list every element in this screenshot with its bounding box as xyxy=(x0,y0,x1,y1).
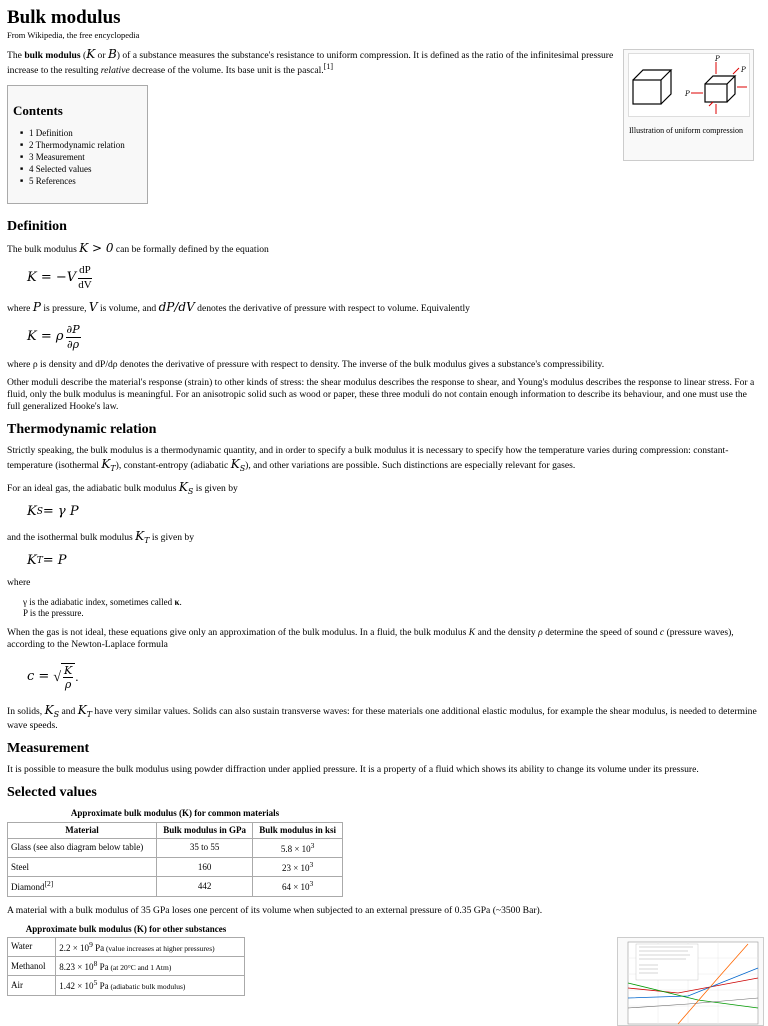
eq-rhs: = γ P xyxy=(42,504,79,520)
eq-k: K xyxy=(27,553,37,569)
value-unit: Pa xyxy=(97,981,109,992)
header-gpa: Bulk modulus in GPa xyxy=(157,822,253,838)
cell-ksi xyxy=(253,838,343,857)
equation-definition-volume xyxy=(7,262,762,294)
value-base: 1.42 × 10 xyxy=(59,981,94,992)
definition-p4: Other moduli describe the material's response (strain) to other kinds of stress: the shear modulus describes the response to shear, and Young's modulus describes the response to linear stress. For a fluid, only the bulk modulus is meaningful. For an anisotropic solid such as wood or paper, these three moduli do not contain enough information to describe its behaviour, and one must use the full generalized Hooke's law. xyxy=(7,377,755,413)
eq-sub: S xyxy=(36,506,43,517)
text: ), constant-entropy (adiabatic xyxy=(115,459,231,471)
glass-bulk-modulus-diagram[interactable] xyxy=(617,937,764,1026)
math-v: V xyxy=(88,300,98,315)
fraction xyxy=(66,323,81,352)
text: For an ideal gas, the adiabatic bulk modulus xyxy=(7,482,179,494)
math-sub: T xyxy=(144,535,150,545)
text: denotes the derivative of pressure with respect to volume. Equivalently xyxy=(194,303,470,315)
math-k: K xyxy=(135,528,145,543)
fraction xyxy=(61,663,75,693)
toc-item-definition[interactable]: ■ 1 Definition xyxy=(29,127,147,139)
intro-paragraph xyxy=(7,47,617,77)
intro-bold: bulk modulus xyxy=(24,49,81,61)
cell-value xyxy=(56,957,245,976)
eq-lhs: c = xyxy=(27,669,50,685)
text: (pressure waves), according to the Newton-Laplace formula xyxy=(7,627,734,651)
value-note: (at 20°C and 1 Atm) xyxy=(108,963,172,972)
value-base: 2.2 × 10 xyxy=(59,942,90,953)
intro-text: ) of a substance measures the substance's resistance to uniform compression. It is defined as the ratio of the infinitesimal pressure increase to the resulting xyxy=(7,49,614,76)
intro-text: or xyxy=(95,49,108,61)
eq-k: K xyxy=(27,504,37,520)
definition-p2 xyxy=(7,300,762,315)
math-k: K xyxy=(230,456,240,471)
math-p: P xyxy=(32,300,41,315)
table-row xyxy=(8,937,245,956)
value-note: (value increases at higher pressures) xyxy=(104,943,215,953)
denominator: ∂ρ xyxy=(66,337,80,351)
text: is pressure, xyxy=(40,303,89,315)
where-list xyxy=(23,597,762,619)
table-row xyxy=(8,957,245,976)
table-caption: Approximate bulk modulus (K) for common materials xyxy=(70,808,280,819)
table-header-row xyxy=(8,822,343,838)
cell-material: Steel xyxy=(8,858,157,877)
text: where xyxy=(7,303,33,315)
math-k: K xyxy=(44,703,54,718)
text: and the isothermal bulk modulus xyxy=(7,531,136,543)
intro-text: decrease of the volume. Its base unit is the pascal. xyxy=(129,64,324,76)
ksi-base: 64 × 10 xyxy=(281,882,310,893)
page-title: Bulk modulus xyxy=(7,7,121,28)
material-name: Diamond xyxy=(11,882,45,893)
numerator: ∂P xyxy=(66,323,80,337)
text: is given by xyxy=(193,482,238,494)
math-rho: ρ xyxy=(538,627,543,639)
intro-text: ( xyxy=(80,49,87,61)
toc-item-thermodynamic[interactable]: ■ 2 Thermodynamic relation xyxy=(29,139,147,151)
math-sub: S xyxy=(239,463,246,473)
text: The bulk modulus xyxy=(7,244,80,256)
numerator: dP xyxy=(78,264,92,279)
toc-list xyxy=(13,127,147,187)
math-sub: S xyxy=(53,710,60,720)
cell-gpa: 160 xyxy=(157,858,253,877)
heading-measurement: Measurement xyxy=(7,741,90,757)
intro-italic: relative xyxy=(100,64,130,76)
eq-lhs: K = −V xyxy=(27,270,77,286)
label-p: P xyxy=(740,66,746,74)
other-substances-table xyxy=(7,923,245,996)
eq-sub: T xyxy=(36,555,43,566)
thermo-where: where xyxy=(7,577,31,589)
selected-p1: A material with a bulk modulus of 35 GPa loses one percent of its volume when subjected to an external pressure of 0.35 GPa (~3500 Bar). xyxy=(7,904,543,916)
table-row xyxy=(8,838,343,857)
text: can be formally defined by the equation xyxy=(113,244,269,256)
math-k: K xyxy=(468,627,476,639)
text: and xyxy=(59,706,78,718)
thermo-p1 xyxy=(7,445,762,474)
equation-adiabatic xyxy=(7,503,762,523)
math-sub: S xyxy=(187,486,194,496)
symbol-b: B xyxy=(107,46,117,61)
label-p: P xyxy=(684,90,690,98)
heading-thermodynamic: Thermodynamic relation xyxy=(7,422,157,438)
text: ), and other variations are possible. Such distinctions are especially relevant for gases. xyxy=(245,459,576,471)
table-caption: Approximate bulk modulus (K) for other substances xyxy=(25,923,227,934)
label-p: P xyxy=(714,55,720,63)
text: In solids, xyxy=(7,706,45,718)
where-item-pressure: P is the pressure. xyxy=(23,608,84,619)
thermo-p2 xyxy=(7,480,762,497)
cube-compression-image xyxy=(628,53,750,117)
cell-ksi xyxy=(253,877,343,896)
text: γ is the adiabatic index, sometimes called xyxy=(23,597,175,608)
math-k-positive: K > 0 xyxy=(79,241,114,256)
value-note: (adiabatic bulk modulus) xyxy=(108,982,186,992)
cube-diagram xyxy=(629,54,749,116)
text: have very similar values. Solids can also sustain transverse waves: for these materials one additional elastic modulus, for example the shear modulus, is needed to determine wave speeds. xyxy=(7,706,757,732)
value-exp: 5 xyxy=(93,978,98,988)
math-k: K xyxy=(178,479,188,494)
cell-material: Methanol xyxy=(8,957,56,976)
reference-link[interactable]: [2] xyxy=(44,879,54,889)
fraction xyxy=(78,264,92,293)
where-item-gamma xyxy=(23,597,762,608)
math-dpdv: dP/dV xyxy=(158,300,195,315)
toc-item-measurement[interactable]: ■ 3 Measurement xyxy=(29,151,147,163)
ksi-base: 23 × 10 xyxy=(281,863,310,874)
value-exp: 8 xyxy=(93,959,98,968)
thermo-p4 xyxy=(7,627,762,651)
cell-gpa: 35 to 55 xyxy=(157,838,253,857)
eq-tail: . xyxy=(75,669,79,685)
equation-definition-density xyxy=(7,321,762,353)
text: . xyxy=(179,597,182,608)
text: is given by xyxy=(149,531,194,543)
common-materials-table xyxy=(7,807,343,896)
numerator: K xyxy=(64,663,73,677)
eq-rhs: = P xyxy=(42,553,67,569)
tagline: From Wikipedia, the free encyclopedia xyxy=(7,30,140,40)
eq-lhs: K = ρ xyxy=(27,329,64,345)
math-sub: T xyxy=(86,710,93,720)
toc-item-selected-values[interactable]: ■ 4 Selected values xyxy=(29,163,147,175)
compression-illustration[interactable] xyxy=(623,49,754,161)
value-exp: 9 xyxy=(89,939,93,949)
heading-selected-values: Selected values xyxy=(7,784,97,800)
equation-isothermal xyxy=(7,551,762,571)
text: When the gas is not ideal, these equations give only an approximation of the bulk modulus. In a fluid, the bulk modulus xyxy=(7,627,469,639)
definition-p1 xyxy=(7,241,762,256)
measurement-p1: It is possible to measure the bulk modulus using powder diffraction under applied pressure. It is a property of a fluid which shows its ability to change its volume under its pressure. xyxy=(7,763,699,775)
denominator: dV xyxy=(78,278,92,291)
illustration-caption: Illustration of uniform compression xyxy=(629,126,743,135)
definition-p3: where ρ is density and dP/dρ denotes the derivative of pressure with respect to density. The inverse of the bulk modulus gives a substance's compressibility. xyxy=(7,359,605,371)
cell-ksi xyxy=(253,858,343,877)
denominator: ρ xyxy=(64,678,72,692)
math-k: K xyxy=(77,703,87,718)
table-row xyxy=(8,976,245,995)
math-c: c xyxy=(659,627,665,639)
cell-gpa: 442 xyxy=(157,877,253,896)
symbol-k: K xyxy=(86,46,96,61)
cell-value xyxy=(56,976,245,995)
thermo-p3 xyxy=(7,529,762,546)
cell-material: Water xyxy=(8,937,56,956)
header-ksi: Bulk modulus in ksi xyxy=(253,822,343,838)
kappa-link[interactable]: κ xyxy=(174,597,180,608)
ksi-exp: 3 xyxy=(309,860,314,870)
value-unit: Pa xyxy=(97,962,109,972)
toc-title: Contents xyxy=(13,102,63,118)
text: Strictly speaking, the bulk modulus is a thermodynamic quantity, and in order to specify a bulk modulus it is necessary to specify how the temperature varies during compression: constant-temperature (isothermal xyxy=(7,444,729,471)
math-sub: T xyxy=(110,463,116,473)
value-base: 8.23 × 10 xyxy=(59,962,94,972)
value-unit: Pa xyxy=(92,942,105,953)
intro-text: The xyxy=(7,49,25,61)
table-of-contents xyxy=(7,85,148,204)
table-row xyxy=(8,877,343,896)
table-row xyxy=(8,858,343,877)
cell-material: Glass (see also diagram below table) xyxy=(8,838,157,857)
equation-newton-laplace xyxy=(7,657,762,697)
cell-material: Air xyxy=(8,976,56,995)
heading-definition: Definition xyxy=(7,218,67,234)
ksi-exp: 3 xyxy=(309,879,314,889)
cell-value xyxy=(56,937,245,956)
ksi-exp: 3 xyxy=(310,840,315,850)
thermo-p5 xyxy=(7,703,762,732)
ksi-base: 5.8 × 10 xyxy=(280,843,311,854)
header-material: Material xyxy=(8,822,157,838)
glass-graph xyxy=(618,938,763,1025)
text: is volume, and xyxy=(97,303,159,315)
math-k: K xyxy=(101,456,111,471)
text: determine the speed of sound xyxy=(542,627,660,639)
toc-item-references[interactable]: ■ 5 References xyxy=(29,175,147,187)
sqrt-symbol: √ xyxy=(53,669,61,685)
text: and the density xyxy=(475,627,539,639)
reference-link[interactable]: [1] xyxy=(323,61,334,71)
cell-material xyxy=(8,877,157,896)
